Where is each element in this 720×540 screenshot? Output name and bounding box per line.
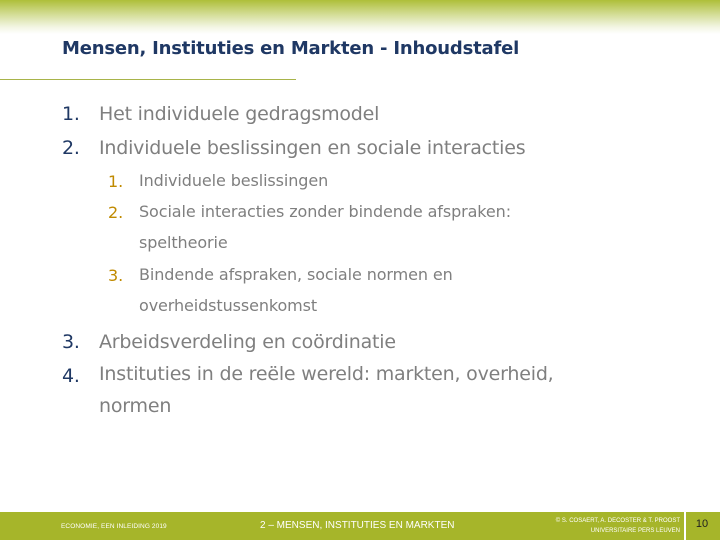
toc-item-label bbox=[99, 358, 554, 422]
toc-item-line: normen bbox=[99, 395, 172, 417]
toc-item-number: 3. bbox=[62, 331, 80, 353]
toc-subitem-label bbox=[139, 196, 511, 258]
toc-subitem-line: speltheorie bbox=[139, 233, 228, 252]
toc-item-number: 2. bbox=[62, 137, 80, 159]
toc-item-line: Instituties in de reële wereld: markten, overheid, bbox=[99, 363, 554, 385]
toc-item-number: 4. bbox=[62, 365, 80, 387]
footer-book-title: ECONOMIE, EEN INLEIDING 2019 bbox=[61, 523, 167, 530]
toc-subitem-line: overheidstussenkomst bbox=[139, 296, 318, 315]
toc-subitem-number: 1. bbox=[108, 172, 124, 191]
toc-item-label bbox=[99, 331, 396, 353]
toc-subitem-label bbox=[139, 259, 453, 321]
header-band bbox=[0, 0, 720, 34]
toc-item-line: Het individuele gedragsmodel bbox=[99, 103, 380, 125]
toc-item-line: Individuele beslissingen en sociale interacties bbox=[99, 137, 526, 159]
toc-item-line: Arbeidsverdeling en coördinatie bbox=[99, 331, 396, 353]
toc-item-label bbox=[99, 103, 379, 125]
toc-item-label bbox=[99, 137, 525, 159]
footer-divider bbox=[684, 512, 686, 540]
footer-copyright bbox=[540, 516, 680, 536]
toc-subitem-number: 2. bbox=[108, 203, 124, 222]
page-number: 10 bbox=[695, 518, 709, 530]
page-title: Mensen, Instituties en Markten - Inhoudstafel bbox=[62, 38, 520, 59]
toc-subitem-line: Sociale interacties zonder bindende afspraken: bbox=[139, 202, 511, 221]
toc-subitem-line: Bindende afspraken, sociale normen en bbox=[139, 265, 453, 284]
footer-publisher: UNIVERSITAIRE PERS LEUVEN bbox=[590, 528, 680, 534]
toc-subitem-line: Individuele beslissingen bbox=[139, 171, 329, 190]
footer-bar bbox=[0, 512, 720, 540]
toc-subitem-number: 3. bbox=[108, 266, 124, 285]
toc-item-number: 1. bbox=[62, 103, 80, 125]
title-divider bbox=[0, 79, 296, 80]
footer-authors: © S. COSAERT, A. DECOSTER & T. PROOST bbox=[555, 518, 680, 524]
footer-chapter: 2 – MENSEN, INSTITUTIES EN MARKTEN bbox=[260, 520, 455, 531]
toc-subitem-label bbox=[139, 165, 328, 196]
